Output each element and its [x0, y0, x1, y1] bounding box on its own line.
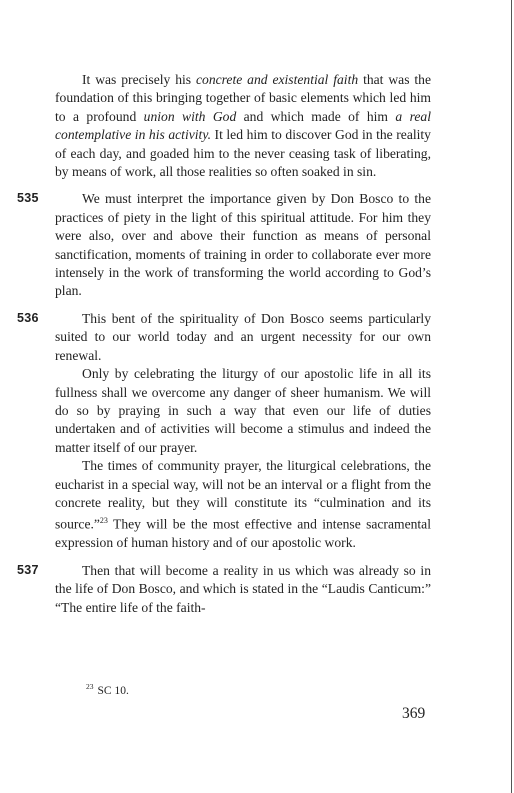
- text-run: It was precisely his: [82, 72, 196, 87]
- text-run: They will be the most effective and intense sacramental expression of human history and of our apostolic work.: [55, 516, 431, 551]
- text-run: and which made of him: [236, 108, 396, 124]
- paragraph-text: [55, 71, 431, 181]
- page-body: [17, 71, 432, 617]
- text-run: It led him to discover God in the reality of each day, and goaded him to the never ceasing task of liberating, by means of work, all those realities so often soaked in sin.: [55, 127, 431, 180]
- paragraph-text: [55, 457, 431, 553]
- page-edge-line: [511, 0, 512, 793]
- paragraph-535: [17, 190, 431, 300]
- paragraph-text: We must interpret the importance given by Don Bosco to the practices of piety in the light of this spiritual attitude. For him they were also, over and above their function as means of personal sanctification, moments of training in order to collaborate ever more intensely in the work of transforming the world according to God’s plan.: [55, 191, 431, 299]
- text-run: The times of community prayer, the liturgical celebrations, the eucharist in a special way, will not be an interval or a flight from the concrete reality, but they will constitute its “culmination and its source.”: [55, 458, 431, 532]
- paragraph-537: [17, 562, 431, 617]
- page-number: 369: [402, 705, 426, 722]
- paragraph-text: Then that will become a reality in us which was already so in the life of Don Bosco, and which is stated in the “Laudis Canticum:” “The entire life of the faith-: [55, 562, 431, 615]
- footnote-mark: 23: [86, 682, 94, 691]
- footnote: [86, 682, 129, 697]
- paragraph-number: 535: [17, 191, 39, 206]
- emphasis-text: union with God: [143, 108, 237, 124]
- footnote-reference: 23: [99, 516, 108, 526]
- emphasis-text: a real contemplative in his activity.: [55, 108, 431, 143]
- paragraph-text: Only by celebrating the liturgy of our apostolic life in all its fullness shall we overcome any danger of sheer humanism. We will do so by praying in such a way that even our life of duties undertaken and of activities will become a stimulus and indeed the matter itself of our prayer.: [55, 366, 431, 455]
- paragraph-text: This bent of the spirituality of Don Bosco seems particularly suited to our world today and an urgent necessity for our own renewal.: [55, 310, 431, 363]
- text-run: that was the foundation of this bringing together of basic elements which led him to a profound: [55, 72, 432, 124]
- paragraph-intro: [55, 71, 431, 181]
- footnote-text: SC 10.: [97, 684, 129, 697]
- emphasis-text: concrete and existential faith: [195, 72, 359, 87]
- paragraph-number: 537: [17, 562, 39, 577]
- paragraph-number: 536: [17, 310, 39, 325]
- paragraph-536: [17, 310, 431, 553]
